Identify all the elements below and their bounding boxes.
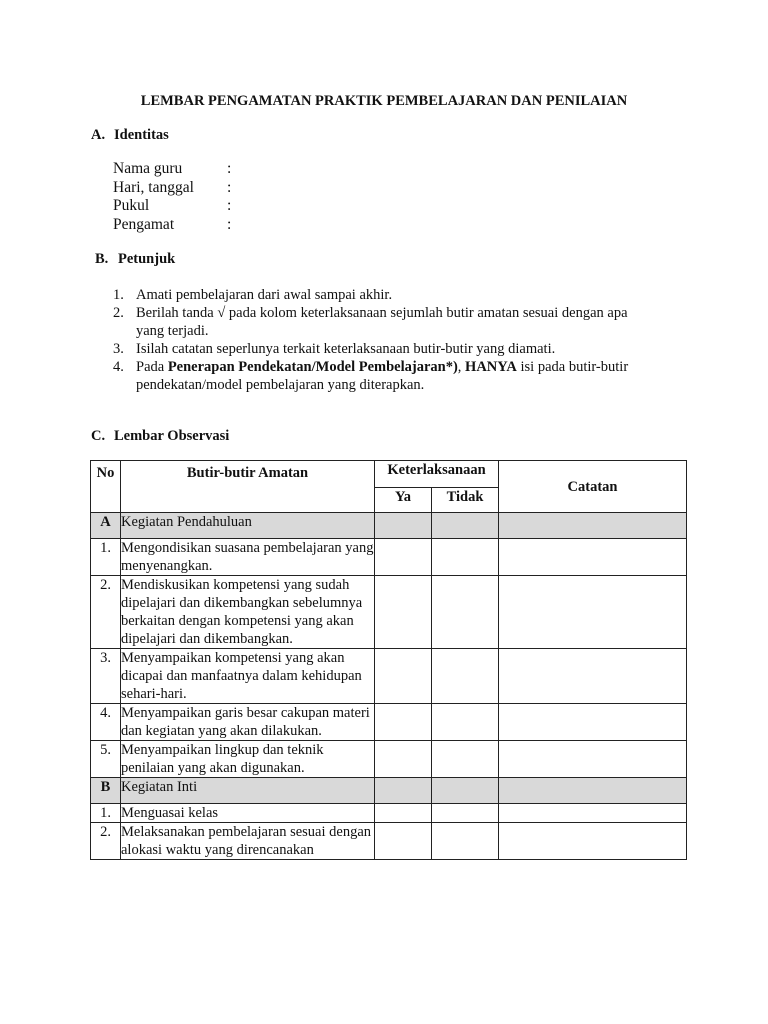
catatan-cell[interactable] <box>499 539 687 576</box>
tidak-cell[interactable] <box>432 576 499 649</box>
table-body <box>91 513 687 860</box>
section-title-cell: Kegiatan Pendahuluan <box>121 513 375 539</box>
row-item-cell: Mendiskusikan kompetensi yang sudah dipelajari dan dikembangkan sebelumnya berkaitan dengan kompetensi yang akan dipelajari dan dikembangkan. <box>121 576 375 649</box>
identity-row-nama-guru <box>113 160 231 178</box>
row-item-cell: Menyampaikan lingkup dan teknik penilaian yang akan digunakan. <box>121 741 375 778</box>
ya-cell[interactable] <box>375 576 432 649</box>
row-number-cell: 3. <box>91 649 121 704</box>
instruction-text: Isilah catatan seperlunya terkait keterlaksanaan butir-butir yang diamati. <box>136 341 556 357</box>
ya-cell[interactable] <box>375 823 432 860</box>
identity-row-pukul <box>113 197 231 215</box>
tidak-cell[interactable] <box>432 823 499 860</box>
section-label: Petunjuk <box>118 251 176 267</box>
section-label: Lembar Observasi <box>114 428 230 444</box>
header-no: No <box>91 461 121 513</box>
instruction-number: 1. <box>113 287 124 303</box>
row-item-cell: Melaksanakan pembelajaran sesuai dengan alokasi waktu yang direncanakan <box>121 823 375 860</box>
row-number-cell: 1. <box>91 539 121 576</box>
instruction-item <box>113 304 658 340</box>
section-row <box>91 778 687 804</box>
ya-cell[interactable] <box>375 649 432 704</box>
ya-cell[interactable] <box>375 513 432 539</box>
catatan-cell[interactable] <box>499 804 687 823</box>
table-row <box>91 823 687 860</box>
section-a-heading <box>91 127 169 144</box>
instruction-text-post: isi pada butir-butir pendekatan/model pembelajaran yang diterapkan. <box>136 359 629 393</box>
section-letter-cell: B <box>91 778 121 804</box>
table-row <box>91 576 687 649</box>
page-title: LEMBAR PENGAMATAN PRAKTIK PEMBELAJARAN DAN PENILAIAN <box>140 93 628 109</box>
row-item-cell: Menyampaikan garis besar cakupan materi dan kegiatan yang akan dilakukan. <box>121 704 375 741</box>
tidak-cell[interactable] <box>432 704 499 741</box>
identity-colon: : <box>227 216 232 233</box>
catatan-cell[interactable] <box>499 823 687 860</box>
catatan-cell[interactable] <box>499 741 687 778</box>
catatan-cell[interactable] <box>499 778 687 804</box>
header-keterlaksanaan: Keterlaksanaan <box>375 461 499 488</box>
section-c-heading <box>91 428 229 445</box>
ya-cell[interactable] <box>375 704 432 741</box>
identity-colon: : <box>227 197 232 214</box>
section-b-heading <box>95 251 175 268</box>
identity-label: Pukul <box>113 197 150 214</box>
instruction-number: 4. <box>113 359 124 375</box>
identity-row-hari-tanggal <box>113 179 231 197</box>
section-letter-cell: A <box>91 513 121 539</box>
header-catatan: Catatan <box>499 461 687 513</box>
row-number-cell: 1. <box>91 804 121 823</box>
identity-row-pengamat <box>113 216 231 234</box>
catatan-cell[interactable] <box>499 513 687 539</box>
instruction-item <box>113 340 658 358</box>
row-item-cell: Menyampaikan kompetensi yang akan dicapai dan manfaatnya dalam kehidupan sehari-hari. <box>121 649 375 704</box>
identity-label: Pengamat <box>113 216 175 233</box>
table-header-row <box>91 461 687 488</box>
tidak-cell[interactable] <box>432 539 499 576</box>
ya-cell[interactable] <box>375 539 432 576</box>
instruction-number: 3. <box>113 341 124 357</box>
ya-cell[interactable] <box>375 741 432 778</box>
table-row <box>91 539 687 576</box>
identity-colon: : <box>227 179 232 196</box>
section-title-cell: Kegiatan Inti <box>121 778 375 804</box>
instruction-item <box>113 358 658 394</box>
header-tidak: Tidak <box>432 488 499 513</box>
section-letter: B. <box>95 251 109 267</box>
table-row <box>91 741 687 778</box>
instruction-text-pre: Pada <box>136 359 168 375</box>
instruction-emphasis: Penerapan Pendekatan/Model Pembelajaran*) <box>167 359 458 375</box>
ya-cell[interactable] <box>375 804 432 823</box>
table-row <box>91 649 687 704</box>
header-butir-amatan: Butir-butir Amatan <box>121 461 375 513</box>
tidak-cell[interactable] <box>432 804 499 823</box>
table-row <box>91 804 687 823</box>
catatan-cell[interactable] <box>499 576 687 649</box>
section-label: Identitas <box>114 127 169 143</box>
instruction-number: 2. <box>113 305 124 321</box>
instruction-item <box>113 286 658 304</box>
ya-cell[interactable] <box>375 778 432 804</box>
section-row <box>91 513 687 539</box>
section-letter: C. <box>91 428 106 444</box>
catatan-cell[interactable] <box>499 704 687 741</box>
tidak-cell[interactable] <box>432 513 499 539</box>
row-number-cell: 2. <box>91 576 121 649</box>
row-number-cell: 4. <box>91 704 121 741</box>
tidak-cell[interactable] <box>432 741 499 778</box>
row-item-cell: Menguasai kelas <box>121 804 375 823</box>
row-number-cell: 2. <box>91 823 121 860</box>
instruction-list <box>113 286 658 394</box>
observation-table <box>90 460 687 860</box>
instruction-text: Berilah tanda √ pada kolom keterlaksanaan sejumlah butir amatan sesuai dengan apa yang terjadi. <box>136 305 628 339</box>
table-row <box>91 704 687 741</box>
instruction-text: Amati pembelajaran dari awal sampai akhir. <box>136 287 393 303</box>
header-ya: Ya <box>375 488 432 513</box>
identity-label: Nama guru <box>113 160 183 177</box>
row-item-cell: Mengondisikan suasana pembelajaran yang menyenangkan. <box>121 540 374 574</box>
tidak-cell[interactable] <box>432 778 499 804</box>
tidak-cell[interactable] <box>432 649 499 704</box>
row-number-cell: 5. <box>91 741 121 778</box>
instruction-emphasis: HANYA <box>465 359 517 375</box>
instruction-text-mid: , <box>457 359 466 375</box>
catatan-cell[interactable] <box>499 649 687 704</box>
identity-label: Hari, tanggal <box>113 179 194 196</box>
section-letter: A. <box>91 127 106 143</box>
identity-colon: : <box>227 160 232 177</box>
